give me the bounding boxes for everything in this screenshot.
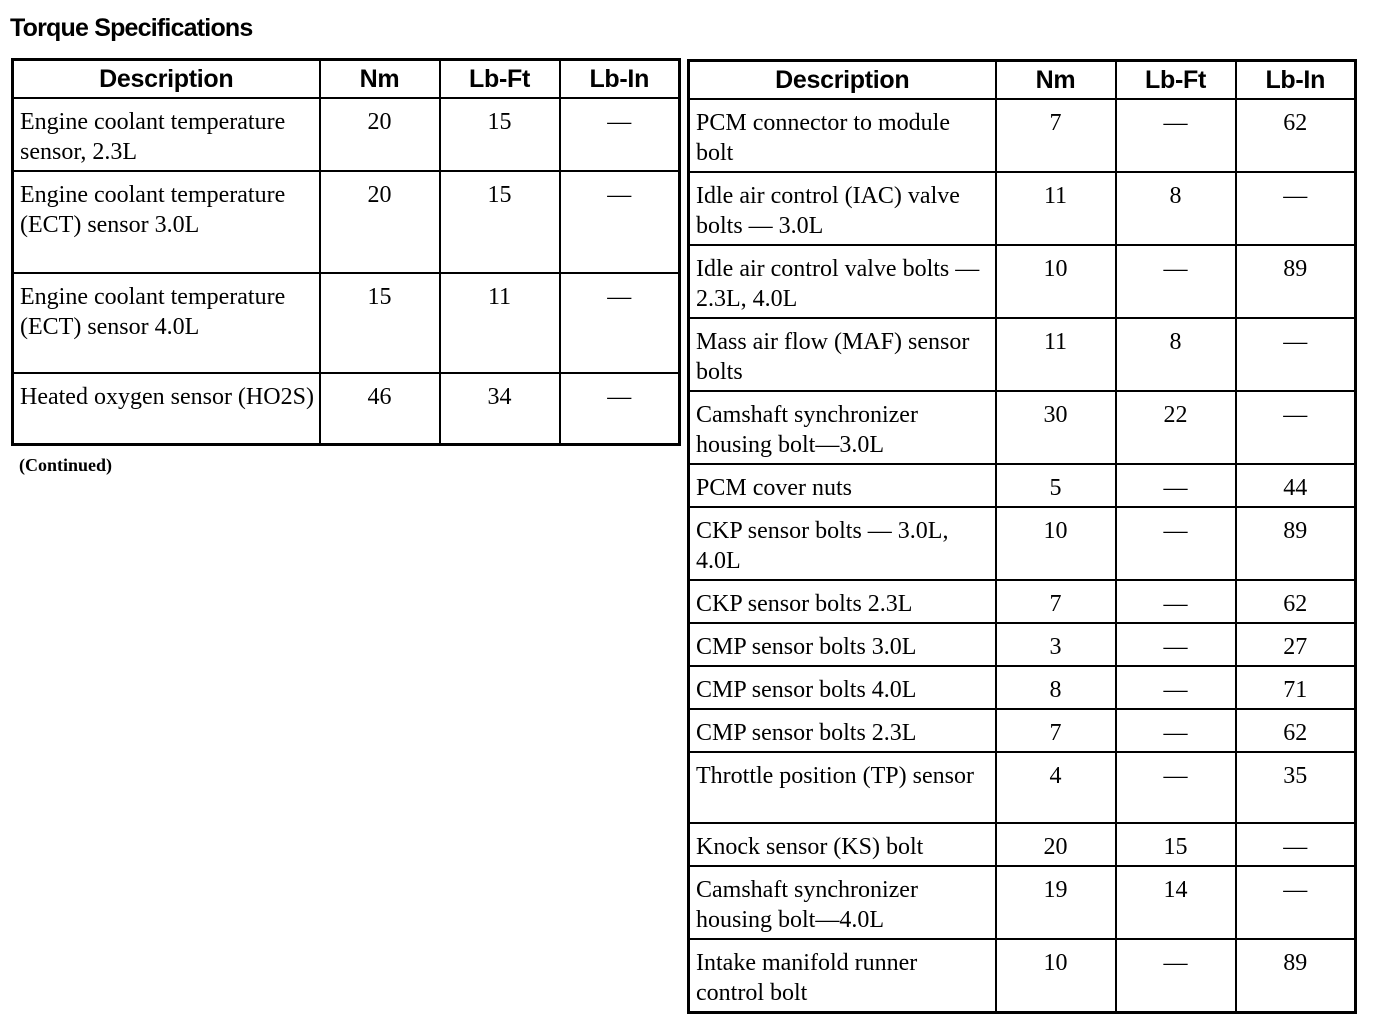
lb-in-cell: —: [560, 273, 680, 373]
lb-ft-cell: —: [1116, 666, 1236, 709]
header-lb-in: Lb-In: [1236, 61, 1356, 100]
description-cell: PCM connector to module bolt: [689, 99, 996, 172]
nm-cell: 7: [996, 99, 1116, 172]
lb-in-cell: 62: [1236, 709, 1356, 752]
description-cell: Engine coolant temperature (ECT) sensor 3.0L: [13, 171, 320, 273]
table-row: [13, 98, 680, 171]
table-row: [689, 580, 1356, 623]
description-cell: Camshaft synchronizer housing bolt—4.0L: [689, 866, 996, 939]
table-row: [13, 171, 680, 273]
header-nm: Nm: [996, 61, 1116, 100]
lb-ft-cell: —: [1116, 623, 1236, 666]
lb-in-cell: —: [1236, 172, 1356, 245]
lb-in-cell: 27: [1236, 623, 1356, 666]
table-row: [689, 245, 1356, 318]
nm-cell: 20: [320, 98, 440, 171]
table-row: [689, 99, 1356, 172]
table-row: [689, 866, 1356, 939]
lb-ft-cell: 14: [1116, 866, 1236, 939]
nm-cell: 4: [996, 752, 1116, 823]
lb-in-cell: 89: [1236, 245, 1356, 318]
nm-cell: 20: [320, 171, 440, 273]
nm-cell: 30: [996, 391, 1116, 464]
description-cell: Camshaft synchronizer housing bolt—3.0L: [689, 391, 996, 464]
table-row: [13, 373, 680, 444]
table-row: [689, 172, 1356, 245]
nm-cell: 10: [996, 245, 1116, 318]
table-row: [689, 939, 1356, 1013]
nm-cell: 8: [996, 666, 1116, 709]
lb-ft-cell: 8: [1116, 172, 1236, 245]
header-lb-in: Lb-In: [560, 60, 680, 99]
nm-cell: 10: [996, 507, 1116, 580]
description-cell: Throttle position (TP) sensor: [689, 752, 996, 823]
lb-in-cell: 35: [1236, 752, 1356, 823]
lb-in-cell: 89: [1236, 507, 1356, 580]
lb-ft-cell: —: [1116, 99, 1236, 172]
lb-in-cell: —: [1236, 823, 1356, 866]
table-row: [689, 391, 1356, 464]
nm-cell: 20: [996, 823, 1116, 866]
table-row: [689, 464, 1356, 507]
description-cell: Idle air control valve bolts — 2.3L, 4.0L: [689, 245, 996, 318]
nm-cell: 11: [996, 172, 1116, 245]
lb-ft-cell: —: [1116, 709, 1236, 752]
lb-in-cell: 44: [1236, 464, 1356, 507]
lb-in-cell: —: [1236, 866, 1356, 939]
lb-in-cell: —: [1236, 391, 1356, 464]
header-lb-ft: Lb-Ft: [1116, 61, 1236, 100]
header-nm: Nm: [320, 60, 440, 99]
lb-in-cell: —: [560, 373, 680, 444]
lb-ft-cell: —: [1116, 507, 1236, 580]
table-row: [689, 752, 1356, 823]
lb-ft-cell: 15: [440, 98, 560, 171]
description-cell: Mass air flow (MAF) sensor bolts: [689, 318, 996, 391]
description-cell: PCM cover nuts: [689, 464, 996, 507]
table-row: [689, 823, 1356, 866]
description-cell: CKP sensor bolts 2.3L: [689, 580, 996, 623]
table-row: [689, 318, 1356, 391]
description-cell: CMP sensor bolts 4.0L: [689, 666, 996, 709]
nm-cell: 19: [996, 866, 1116, 939]
description-cell: Engine coolant temperature sensor, 2.3L: [13, 98, 320, 171]
lb-ft-cell: 11: [440, 273, 560, 373]
header-description: Description: [689, 61, 996, 100]
nm-cell: 5: [996, 464, 1116, 507]
lb-ft-cell: 15: [1116, 823, 1236, 866]
nm-cell: 7: [996, 580, 1116, 623]
table-row: [689, 507, 1356, 580]
lb-in-cell: —: [560, 98, 680, 171]
lb-in-cell: 71: [1236, 666, 1356, 709]
description-cell: Knock sensor (KS) bolt: [689, 823, 996, 866]
lb-in-cell: 89: [1236, 939, 1356, 1013]
nm-cell: 3: [996, 623, 1116, 666]
table-row: [689, 666, 1356, 709]
header-row: [13, 60, 680, 99]
lb-in-cell: —: [560, 171, 680, 273]
lb-ft-cell: 22: [1116, 391, 1236, 464]
torque-table-left: [11, 58, 681, 446]
lb-ft-cell: 15: [440, 171, 560, 273]
page-title: Torque Specifications: [10, 14, 253, 42]
lb-in-cell: —: [1236, 318, 1356, 391]
description-cell: CMP sensor bolts 3.0L: [689, 623, 996, 666]
lb-in-cell: 62: [1236, 99, 1356, 172]
nm-cell: 10: [996, 939, 1116, 1013]
nm-cell: 46: [320, 373, 440, 444]
header-row: [689, 61, 1356, 100]
nm-cell: 11: [996, 318, 1116, 391]
torque-table-right: [687, 59, 1357, 1014]
lb-ft-cell: —: [1116, 939, 1236, 1013]
lb-ft-cell: —: [1116, 752, 1236, 823]
description-cell: Intake manifold runner control bolt: [689, 939, 996, 1013]
description-cell: CKP sensor bolts — 3.0L, 4.0L: [689, 507, 996, 580]
nm-cell: 15: [320, 273, 440, 373]
lb-ft-cell: —: [1116, 245, 1236, 318]
lb-ft-cell: —: [1116, 464, 1236, 507]
lb-ft-cell: —: [1116, 580, 1236, 623]
description-cell: CMP sensor bolts 2.3L: [689, 709, 996, 752]
lb-ft-cell: 8: [1116, 318, 1236, 391]
nm-cell: 7: [996, 709, 1116, 752]
description-cell: Heated oxygen sensor (HO2S): [13, 373, 320, 444]
header-description: Description: [13, 60, 320, 99]
lb-in-cell: 62: [1236, 580, 1356, 623]
description-cell: Idle air control (IAC) valve bolts — 3.0L: [689, 172, 996, 245]
table-row: [689, 709, 1356, 752]
table-row: [13, 273, 680, 373]
lb-ft-cell: 34: [440, 373, 560, 444]
description-cell: Engine coolant temperature (ECT) sensor 4.0L: [13, 273, 320, 373]
table-row: [689, 623, 1356, 666]
header-lb-ft: Lb-Ft: [440, 60, 560, 99]
continued-note: (Continued): [19, 455, 113, 475]
